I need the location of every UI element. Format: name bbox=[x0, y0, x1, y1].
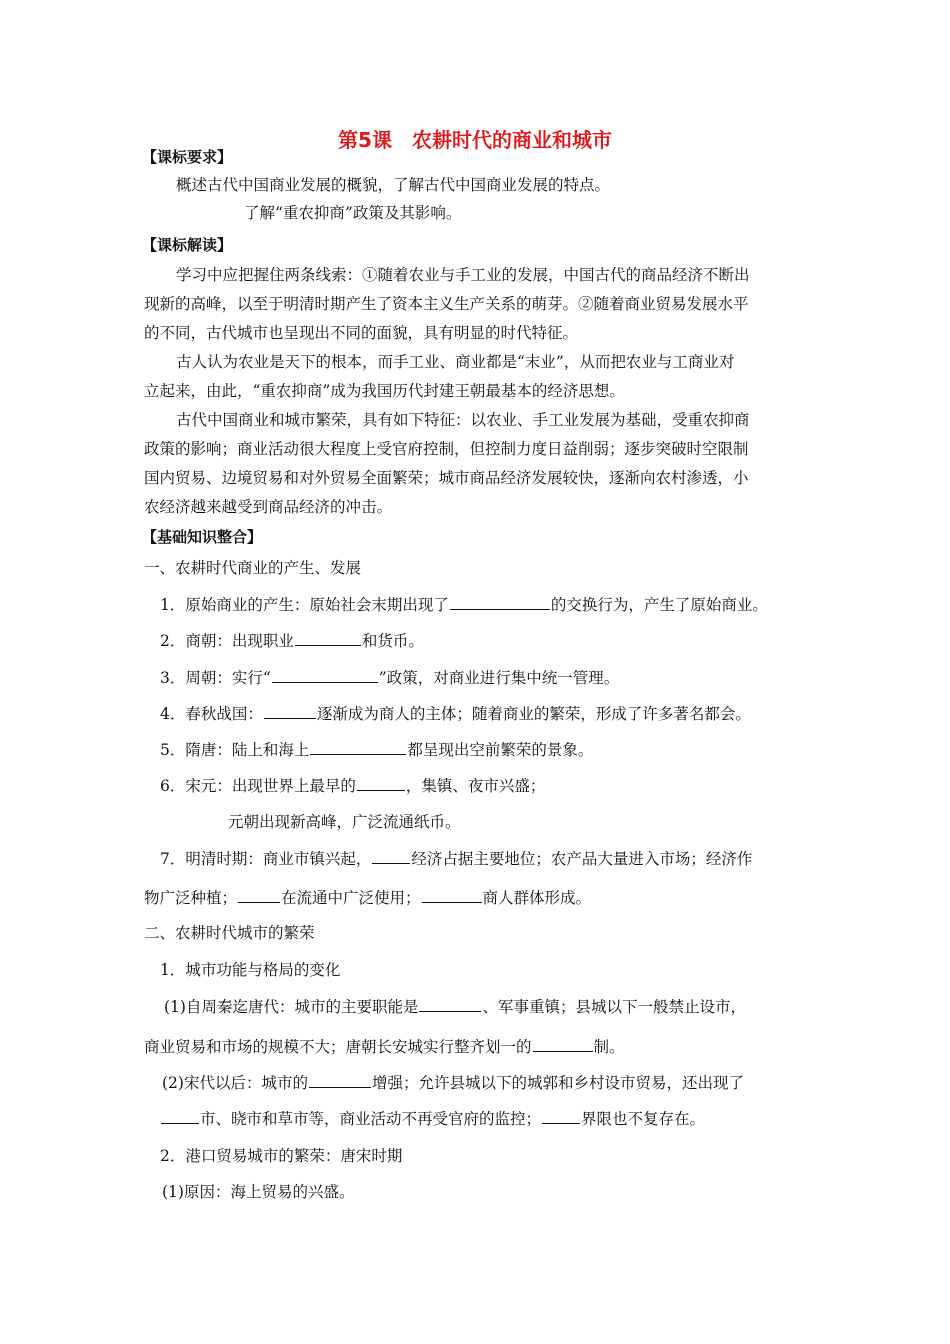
fill-blank[interactable] bbox=[310, 739, 406, 755]
city-item-2: 2．港口贸易城市的繁荣：唐宋时期 bbox=[160, 1147, 403, 1165]
fill-blank[interactable] bbox=[422, 887, 482, 903]
city-item-1-2: (2)宋代以后：城市的 增强；允许县城以下的城郭和乡村设市贸易，还出现了 bbox=[162, 1074, 744, 1092]
part1-title: 一、农耕时代商业的产生、发展 bbox=[144, 559, 362, 577]
item-6-continued: 元朝出现新高峰，广泛流通纸币。 bbox=[228, 813, 461, 831]
city-item-1-1-continued: 商业贸易和市场的规模不大；唐朝长安城实行整齐划一的 制。 bbox=[144, 1038, 625, 1056]
city-item-1: 1．城市功能与格局的变化 bbox=[160, 961, 341, 979]
fill-blank[interactable] bbox=[238, 887, 280, 903]
interpretation-line-9: 农经济越来越受到商品经济的冲击。 bbox=[144, 498, 393, 516]
fill-blank[interactable] bbox=[372, 848, 410, 864]
item-6: 6．宋元：出现世界上最早的 ，集镇、夜市兴盛； bbox=[160, 777, 546, 795]
fill-blank[interactable] bbox=[264, 703, 316, 719]
interpretation-line-8: 国内贸易、边境贸易和对外贸易全面繁荣；城市商品经济发展较快，逐渐向农村渗透，小 bbox=[144, 469, 749, 487]
fill-blank[interactable] bbox=[542, 1108, 580, 1124]
item-2: 2．商朝：出现职业 和货币。 bbox=[160, 632, 424, 650]
item-5: 5．隋唐：陆上和海上 都呈现出空前繁荣的景象。 bbox=[160, 741, 594, 759]
fill-blank[interactable] bbox=[533, 1036, 593, 1052]
section-heading-requirements: 【课标要求】 bbox=[142, 148, 233, 166]
interpretation-line-5: 立起来，由此，“重农抑商”成为我国历代封建王朝最基本的经济思想。 bbox=[144, 382, 625, 400]
interpretation-line-1: 学习中应把握住两条线索：①随着农业与手工业的发展，中国古代的商品经济不断出 bbox=[176, 266, 750, 284]
fill-blank[interactable] bbox=[309, 1072, 371, 1088]
interpretation-line-3: 的不同，古代城市也呈现出不同的面貌，具有明显的时代特征。 bbox=[144, 324, 579, 342]
interpretation-line-4: 古人认为农业是天下的根本，而手工业、商业都是“末业”，从而把农业与工商业对 bbox=[176, 353, 735, 371]
interpretation-line-7: 政策的影响；商业活动很大程度上受官府控制，但控制力度日益削弱；逐步突破时空限制 bbox=[144, 440, 749, 458]
item-1: 1．原始商业的产生：原始社会末期出现了 的交换行为，产生了原始商业。 bbox=[160, 596, 768, 614]
requirements-line-1: 概述古代中国商业发展的概貌，了解古代中国商业发展的特点。 bbox=[176, 176, 611, 194]
fill-blank[interactable] bbox=[419, 996, 481, 1012]
fill-blank[interactable] bbox=[295, 630, 361, 646]
city-item-1-1: (1)自周秦迄唐代：城市的主要职能是 、军事重镇；县城以下一般禁止设市， bbox=[164, 998, 746, 1016]
fill-blank[interactable] bbox=[450, 594, 550, 610]
fill-blank[interactable] bbox=[272, 667, 378, 683]
section-heading-interpretation: 【课标解读】 bbox=[142, 236, 233, 254]
interpretation-line-2: 现新的高峰，以至于明清时期产生了资本主义生产关系的萌芽。②随着商业贸易发展水平 bbox=[144, 295, 749, 313]
item-7-continued: 物广泛种植； 在流通中广泛使用； 商人群体形成。 bbox=[144, 889, 592, 907]
fill-blank[interactable] bbox=[161, 1108, 199, 1124]
item-3: 3．周朝：实行“ ”政策，对商业进行集中统一管理。 bbox=[160, 669, 620, 687]
city-item-2-1: (1)原因：海上贸易的兴盛。 bbox=[162, 1183, 355, 1201]
fill-blank[interactable] bbox=[357, 775, 405, 791]
requirements-line-2: 了解“重农抑商”政策及其影响。 bbox=[244, 204, 462, 222]
page-title: 第5课 农耕时代的商业和城市 bbox=[338, 128, 612, 152]
interpretation-line-6: 古代中国商业和城市繁荣，具有如下特征：以农业、手工业发展为基础，受重农抑商 bbox=[176, 411, 750, 429]
item-4: 4．春秋战国： 逐渐成为商人的主体；随着商业的繁荣，形成了许多著名都会。 bbox=[160, 705, 751, 723]
section-heading-knowledge: 【基础知识整合】 bbox=[142, 528, 263, 546]
city-item-1-2-continued: 市、晓市和草市等，商业活动不再受官府的监控； 界限也不复存在。 bbox=[160, 1108, 705, 1130]
item-7: 7．明清时期：商业市镇兴起， 经济占据主要地位；农产品大量进入市场；经济作 bbox=[160, 850, 753, 868]
part2-title: 二、农耕时代城市的繁荣 bbox=[144, 924, 315, 942]
